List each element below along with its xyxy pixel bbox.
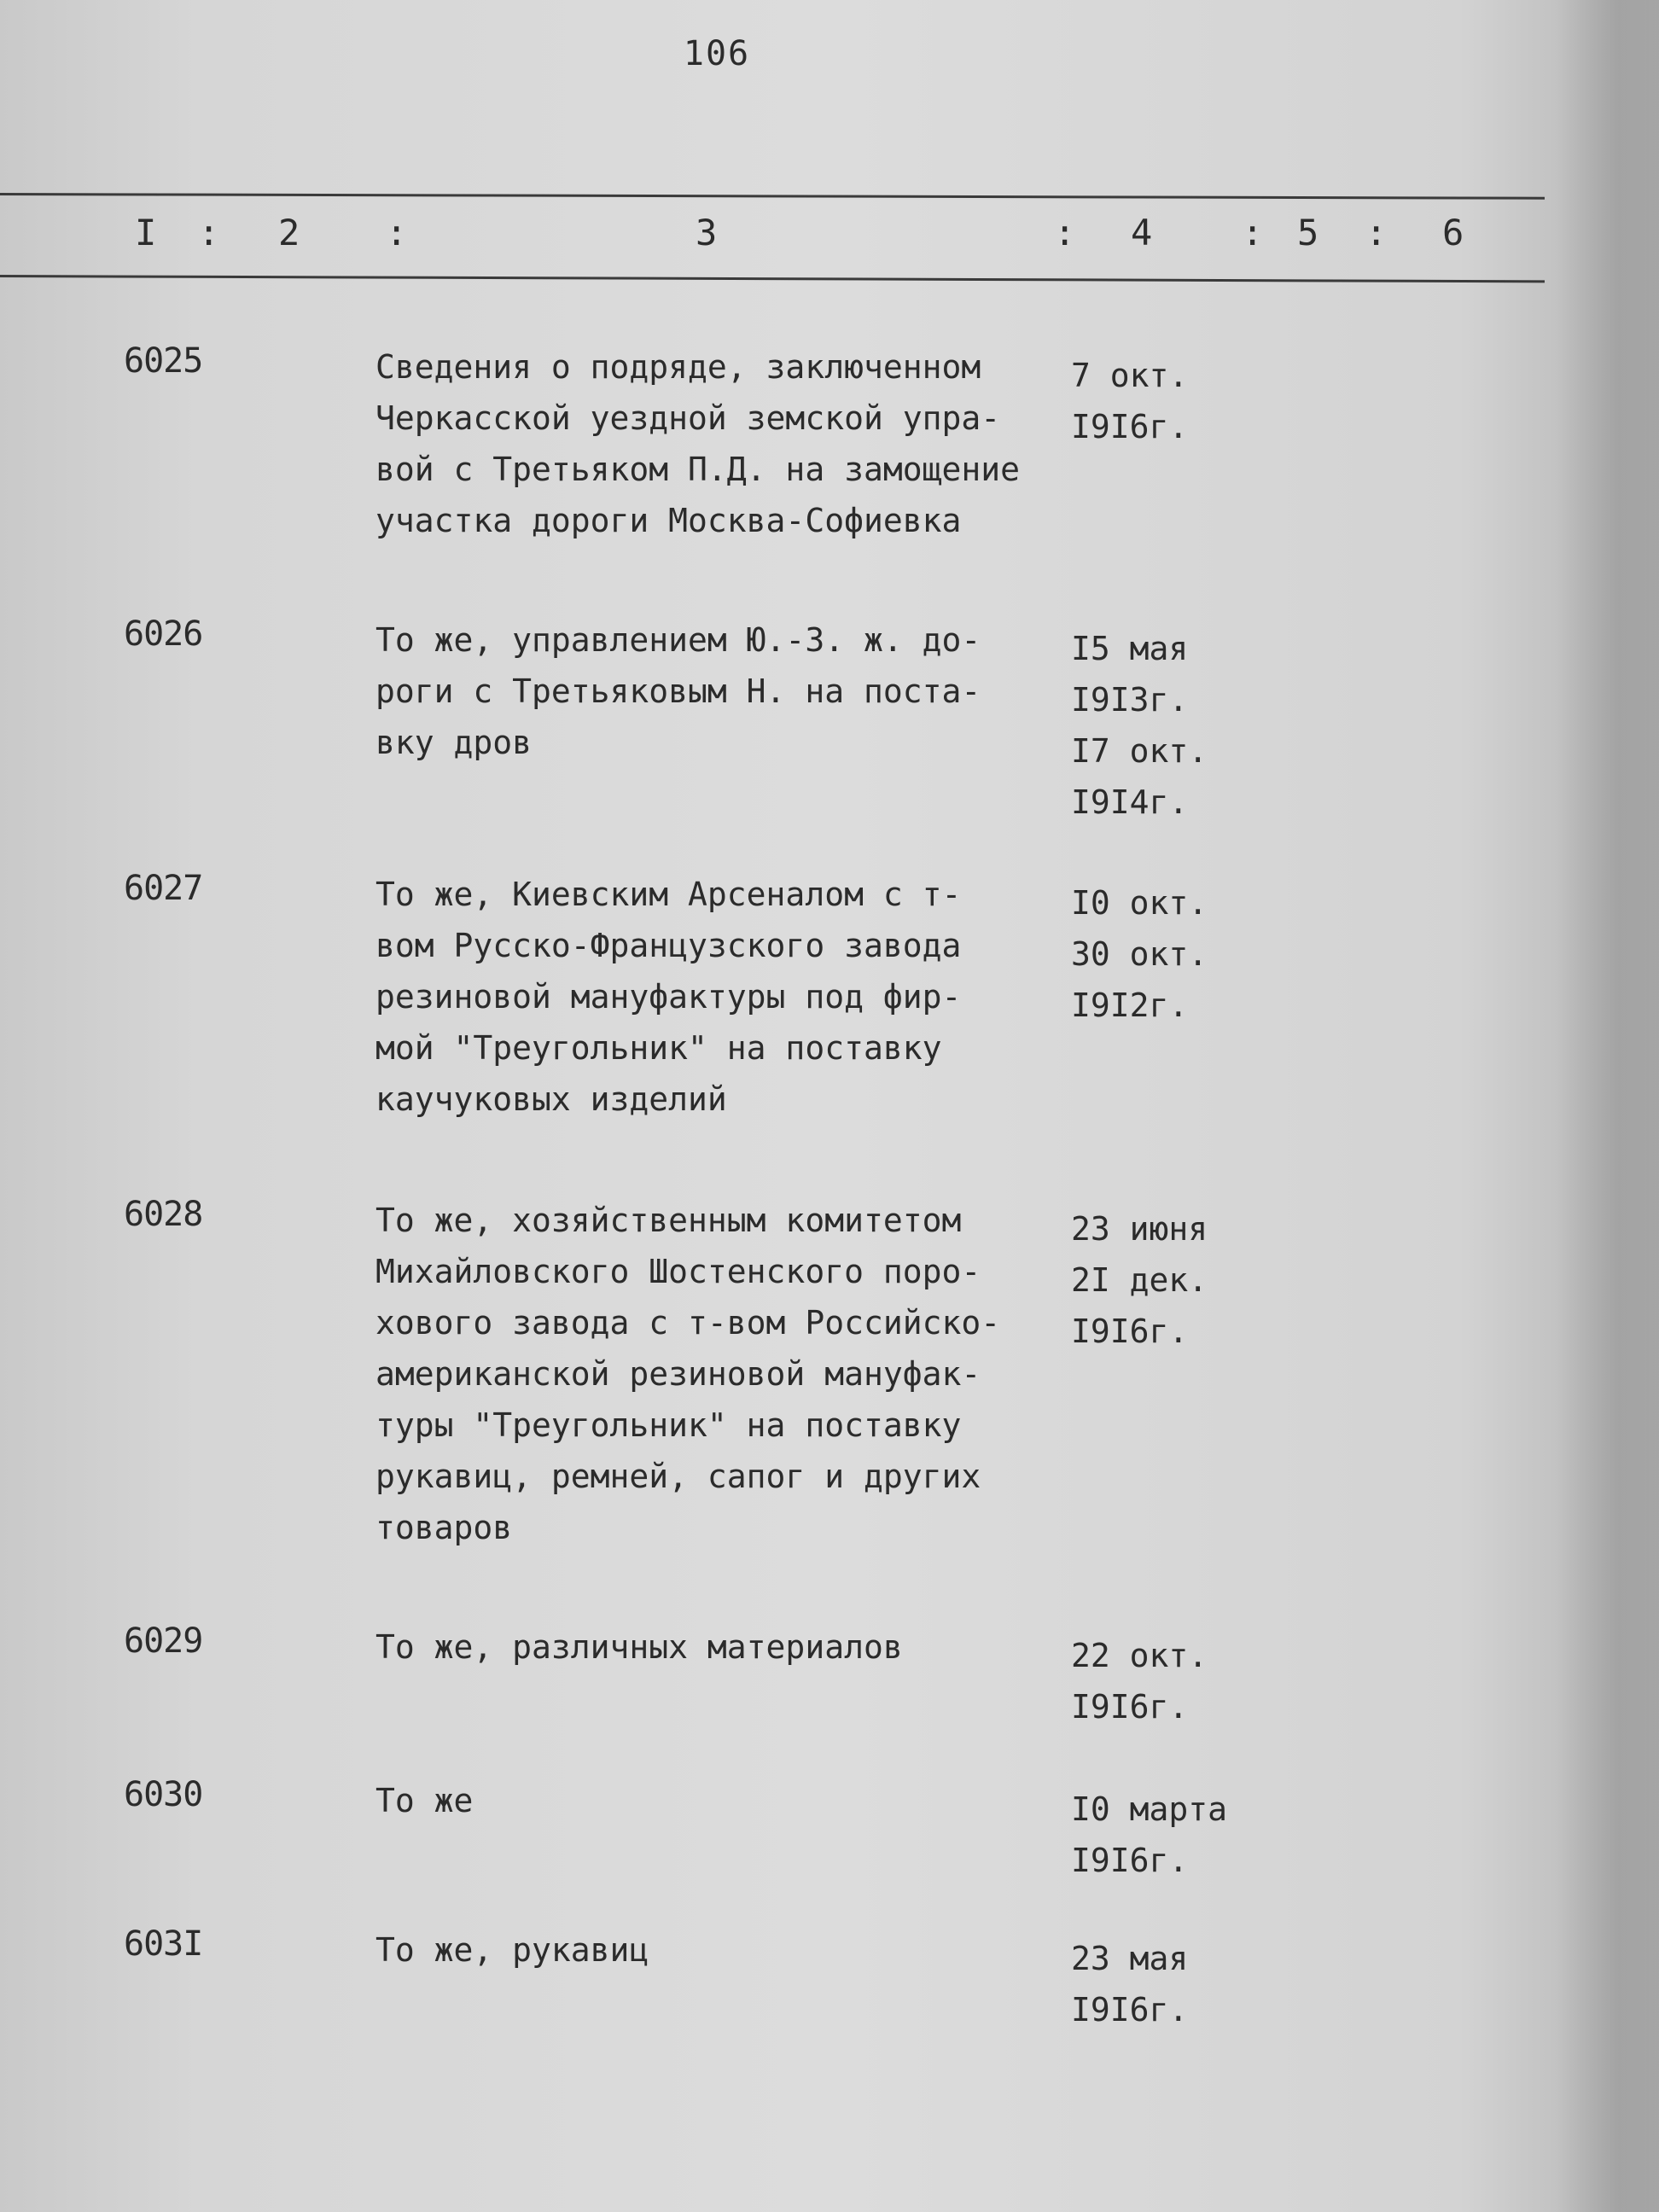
entry-description: Сведения о подряде, заключенном Черкасской уездной земской упра- вой с Третьяком П.Д. на замощение участка дороги Москва-Софиевка (375, 348, 1020, 539)
header-bottom-rule (0, 275, 1545, 282)
entry-description: То же, рукавиц (375, 1931, 649, 1969)
page-number: 106 (683, 34, 751, 73)
header-top-rule (0, 193, 1545, 200)
entry-number: 6027 (124, 869, 203, 908)
entry-dates: I5 мая I9I3г. I7 окт. I9I4г. (1071, 630, 1208, 821)
column-header-3: 3 (696, 212, 718, 253)
entry-description: То же, различных материалов (375, 1628, 903, 1666)
entry-dates: 23 мая I9I6г. (1071, 1940, 1189, 2029)
entry-number: 6030 (124, 1775, 203, 1814)
entry-description: То же (375, 1782, 474, 1819)
entry-number: 6025 (124, 341, 203, 381)
column-header-separator: : (1242, 212, 1264, 253)
column-header-separator: : (1365, 212, 1388, 253)
entry-dates: 23 июня 2I дек. I9I6г. (1071, 1210, 1208, 1350)
entry-description: То же, управлением Ю.-З. ж. до- роги с Третьяковым Н. на поста- вку дров (375, 621, 981, 761)
entry-dates: 7 окт. I9I6г. (1071, 357, 1189, 445)
column-header-separator: : (198, 212, 220, 253)
column-header-6: 6 (1442, 212, 1464, 253)
page-edge-shadow (1557, 0, 1659, 2212)
entry-description: То же, Киевским Арсеналом с т- вом Русско-Французского завода резиновой мануфактуры под фир- мой "Треугольник" на поставку каучуковых изделий (375, 876, 962, 1118)
column-header-5: 5 (1297, 212, 1319, 253)
column-header-4: 4 (1131, 212, 1153, 253)
column-header-separator: : (386, 212, 408, 253)
entry-dates: I0 окт. 30 окт. I9I2г. (1071, 884, 1208, 1024)
entry-number: 603I (124, 1924, 203, 1964)
column-header-1: I (135, 212, 157, 253)
entry-number: 6029 (124, 1621, 203, 1661)
column-header-separator: : (1054, 212, 1076, 253)
entry-description: То же, хозяйственным комитетом Михайловского Шостенского поро- хового завода с т-вом Российско- американской резиновой мануфак- туры "Треугольник" на поставку рукавиц, ремней, сапог и других товаров (375, 1202, 1001, 1546)
entry-dates: I0 марта I9I6г. (1071, 1790, 1228, 1879)
entry-dates: 22 окт. I9I6г. (1071, 1637, 1208, 1726)
column-header-2: 2 (278, 212, 300, 253)
entry-number: 6026 (124, 614, 203, 654)
entry-number: 6028 (124, 1195, 203, 1234)
